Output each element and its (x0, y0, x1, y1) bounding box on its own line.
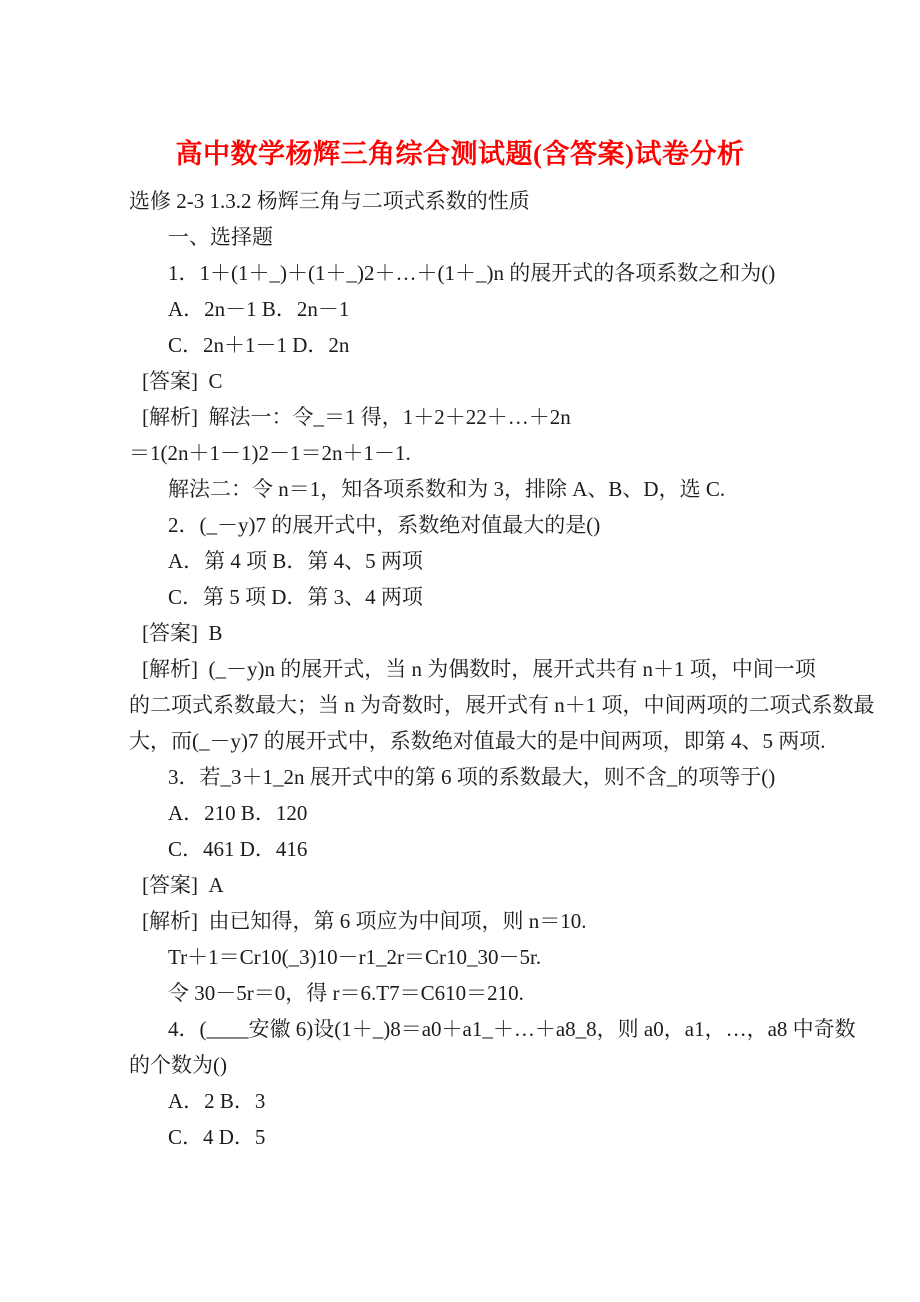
text-line: 1．1＋(1＋_)＋(1＋_)2＋…＋(1＋_)n 的展开式的各项系数之和为() (168, 261, 776, 285)
text-line: 一、选择题 (168, 225, 273, 249)
text-line: ＝1(2n＋1－1)2－1＝2n＋1－1. (129, 441, 411, 465)
text-line: C．第 5 项 D．第 3、4 两项 (168, 585, 423, 609)
text-line: 2．(_－y)7 的展开式中，系数绝对值最大的是() (168, 513, 601, 537)
document-title: 高中数学杨辉三角综合测试题(含答案)试卷分析 (175, 139, 745, 169)
document-body (129, 183, 875, 1155)
text-line: 解法二：令 n＝1，知各项系数和为 3，排除 A、B、D，选 C. (168, 477, 726, 501)
text-line: A．第 4 项 B．第 4、5 两项 (168, 549, 423, 573)
text-line: [答案] B (142, 621, 223, 645)
text-line: [答案] A (142, 873, 224, 897)
text-line: [解析] 解法一：令_＝1 得，1＋2＋22＋…＋2n (142, 405, 571, 429)
text-line: C．4 D．5 (168, 1125, 266, 1149)
text-line: A．2n－1 B．2n－1 (168, 297, 350, 321)
text-line: [答案] C (142, 369, 223, 393)
text-line: [解析] 由已知得，第 6 项应为中间项，则 n＝10. (142, 909, 587, 933)
text-line: C．461 D．416 (168, 837, 308, 861)
text-line: 3．若_3＋1_2n 展开式中的第 6 项的系数最大，则不含_的项等于() (168, 765, 776, 789)
text-line: 大，而(_－y)7 的展开式中，系数绝对值最大的是中间两项，即第 4、5 两项. (129, 729, 826, 753)
text-line: 令 30－5r＝0，得 r＝6.T7＝C610＝210. (168, 981, 524, 1005)
text-line: 的二项式系数最大；当 n 为奇数时，展开式有 n＋1 项，中间两项的二项式系数最 (129, 693, 875, 717)
text-line: A．2 B．3 (168, 1089, 266, 1113)
text-line: C．2n＋1－1 D．2n (168, 333, 350, 357)
text-line: [解析] (_－y)n 的展开式，当 n 为偶数时，展开式共有 n＋1 项，中间一项 (142, 657, 816, 681)
text-line: 的个数为() (129, 1053, 227, 1077)
text-line: Tr＋1＝Cr10(_3)10－r1_2r＝Cr10_30－5r. (168, 945, 542, 969)
text-line: 4．(____安徽 6)设(1＋_)8＝a0＋a1_＋…＋a8_8，则 a0，a1，…，a8 中奇数 (168, 1017, 856, 1041)
text-line: A．210 B．120 (168, 801, 308, 825)
text-line: 选修 2-3 1.3.2 杨辉三角与二项式系数的性质 (129, 189, 530, 213)
